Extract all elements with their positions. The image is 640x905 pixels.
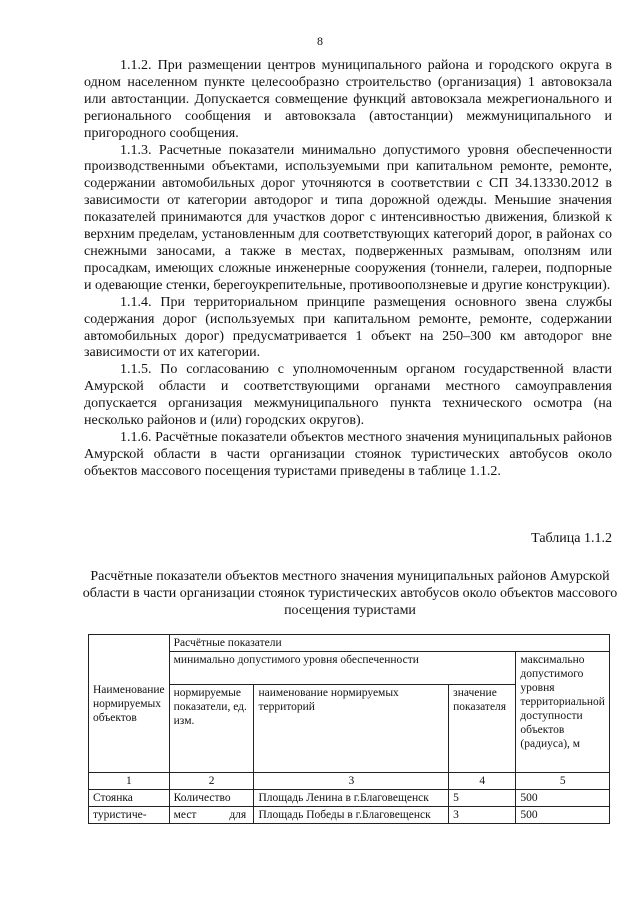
table-row bbox=[89, 790, 610, 807]
row-item: Площадь Победы в г.Благовещенск bbox=[254, 807, 449, 824]
row-value: 5 bbox=[449, 790, 516, 807]
header-max: максимально допустимого уровня территориальной доступности объектов (радиуса), м bbox=[516, 652, 610, 773]
table-header-row-1 bbox=[89, 635, 610, 652]
body-text bbox=[84, 58, 612, 481]
col-number: 4 bbox=[449, 773, 516, 790]
col-number: 3 bbox=[254, 773, 449, 790]
row-norm: Количество bbox=[169, 790, 254, 807]
col-number: 1 bbox=[89, 773, 170, 790]
paragraph-1-1-5: 1.1.5. По согласованию с уполномоченным органом государственной власти Амурской области и соответствующими органами местного самоуправления допускается организация межмуниципального пункта технического осмотра (на несколько районов и (или) городских округов). bbox=[84, 362, 612, 429]
page-number: 8 bbox=[317, 34, 323, 48]
row-item: Площадь Ленина в г.Благовещенск bbox=[254, 790, 449, 807]
row-max: 500 bbox=[516, 790, 610, 807]
header-calc: Расчётные показатели bbox=[169, 635, 609, 652]
row-norm: мест для bbox=[169, 807, 254, 824]
paragraph-1-1-3: 1.1.3. Расчетные показатели минимально допустимого уровня обеспеченности производственными объектами, используемыми при капитальном ремонте, ремонте, содержании автомобильных дорог уточняются в соответствии с СП 34.13330.2012 в зависимости от категории автодорог и типа дорожной одежды. Меньшие значения показателей принимаются для участков дорог с интенсивностью движения, близкой к верхним пределам, установленным для соответствующих категорий дорог, в районах со снежными заносами, а также в местах, подверженных размывам, оползням или просадкам, имеющих сложные инженерные сооружения (тоннели, галереи, подпорные и одевающие стенки, берегоукрепительные, противооползневые и другие конструкции). bbox=[84, 142, 612, 293]
indicators-table bbox=[88, 634, 610, 824]
paragraph-1-1-6: 1.1.6. Расчётные показатели объектов местного значения муниципальных районов Амурской области в части организации стоянок туристических автобусов около объектов массового посещения туристами приведены в таблице 1.1.2. bbox=[84, 429, 612, 479]
row-value: 3 bbox=[449, 807, 516, 824]
paragraph-1-1-2: 1.1.2. При размещении центров муниципального района и городского округа в одном населенном пункте целесообразно строительство (организация) 1 автовокзала или автостанции. Допускается совмещение функций автовокзала межрегионального и регионального сообщения и автовокзала (автостанции) межмуниципального и пригородного сообщения. bbox=[84, 58, 612, 141]
table-title: Расчётные показатели объектов местного значения муниципальных районов Амурской области в части организации стоянок туристических автобусов около объектов массового посещения туристами bbox=[82, 569, 618, 618]
col-number: 2 bbox=[169, 773, 254, 790]
row-max: 500 bbox=[516, 807, 610, 824]
header-object-name-text: Наименование нормируемых объектов bbox=[93, 683, 165, 724]
row-name: туристиче- bbox=[89, 807, 170, 824]
header-norm: нормируемые показатели, ед. изм. bbox=[169, 685, 254, 773]
table-label: Таблица 1.1.2 bbox=[531, 531, 612, 546]
paragraph-1-1-4: 1.1.4. При территориальном принципе размещения основного звена службы содержания дорог (используемых при капитальном ремонте, ремонте, содержании автомобильных дорог) предусматривается 1 объект на 250–300 км автодорог вне зависимости от их категории. bbox=[84, 294, 612, 361]
table-row bbox=[89, 807, 610, 824]
col-number: 5 bbox=[516, 773, 610, 790]
header-min: минимально допустимого уровня обеспеченности bbox=[169, 652, 516, 685]
header-value: значение показателя bbox=[449, 685, 516, 773]
row-name: Стоянка bbox=[89, 790, 170, 807]
header-item: наименование нормируемых территорий bbox=[254, 685, 449, 773]
table-column-numbers bbox=[89, 773, 610, 790]
header-object-name bbox=[89, 635, 170, 773]
